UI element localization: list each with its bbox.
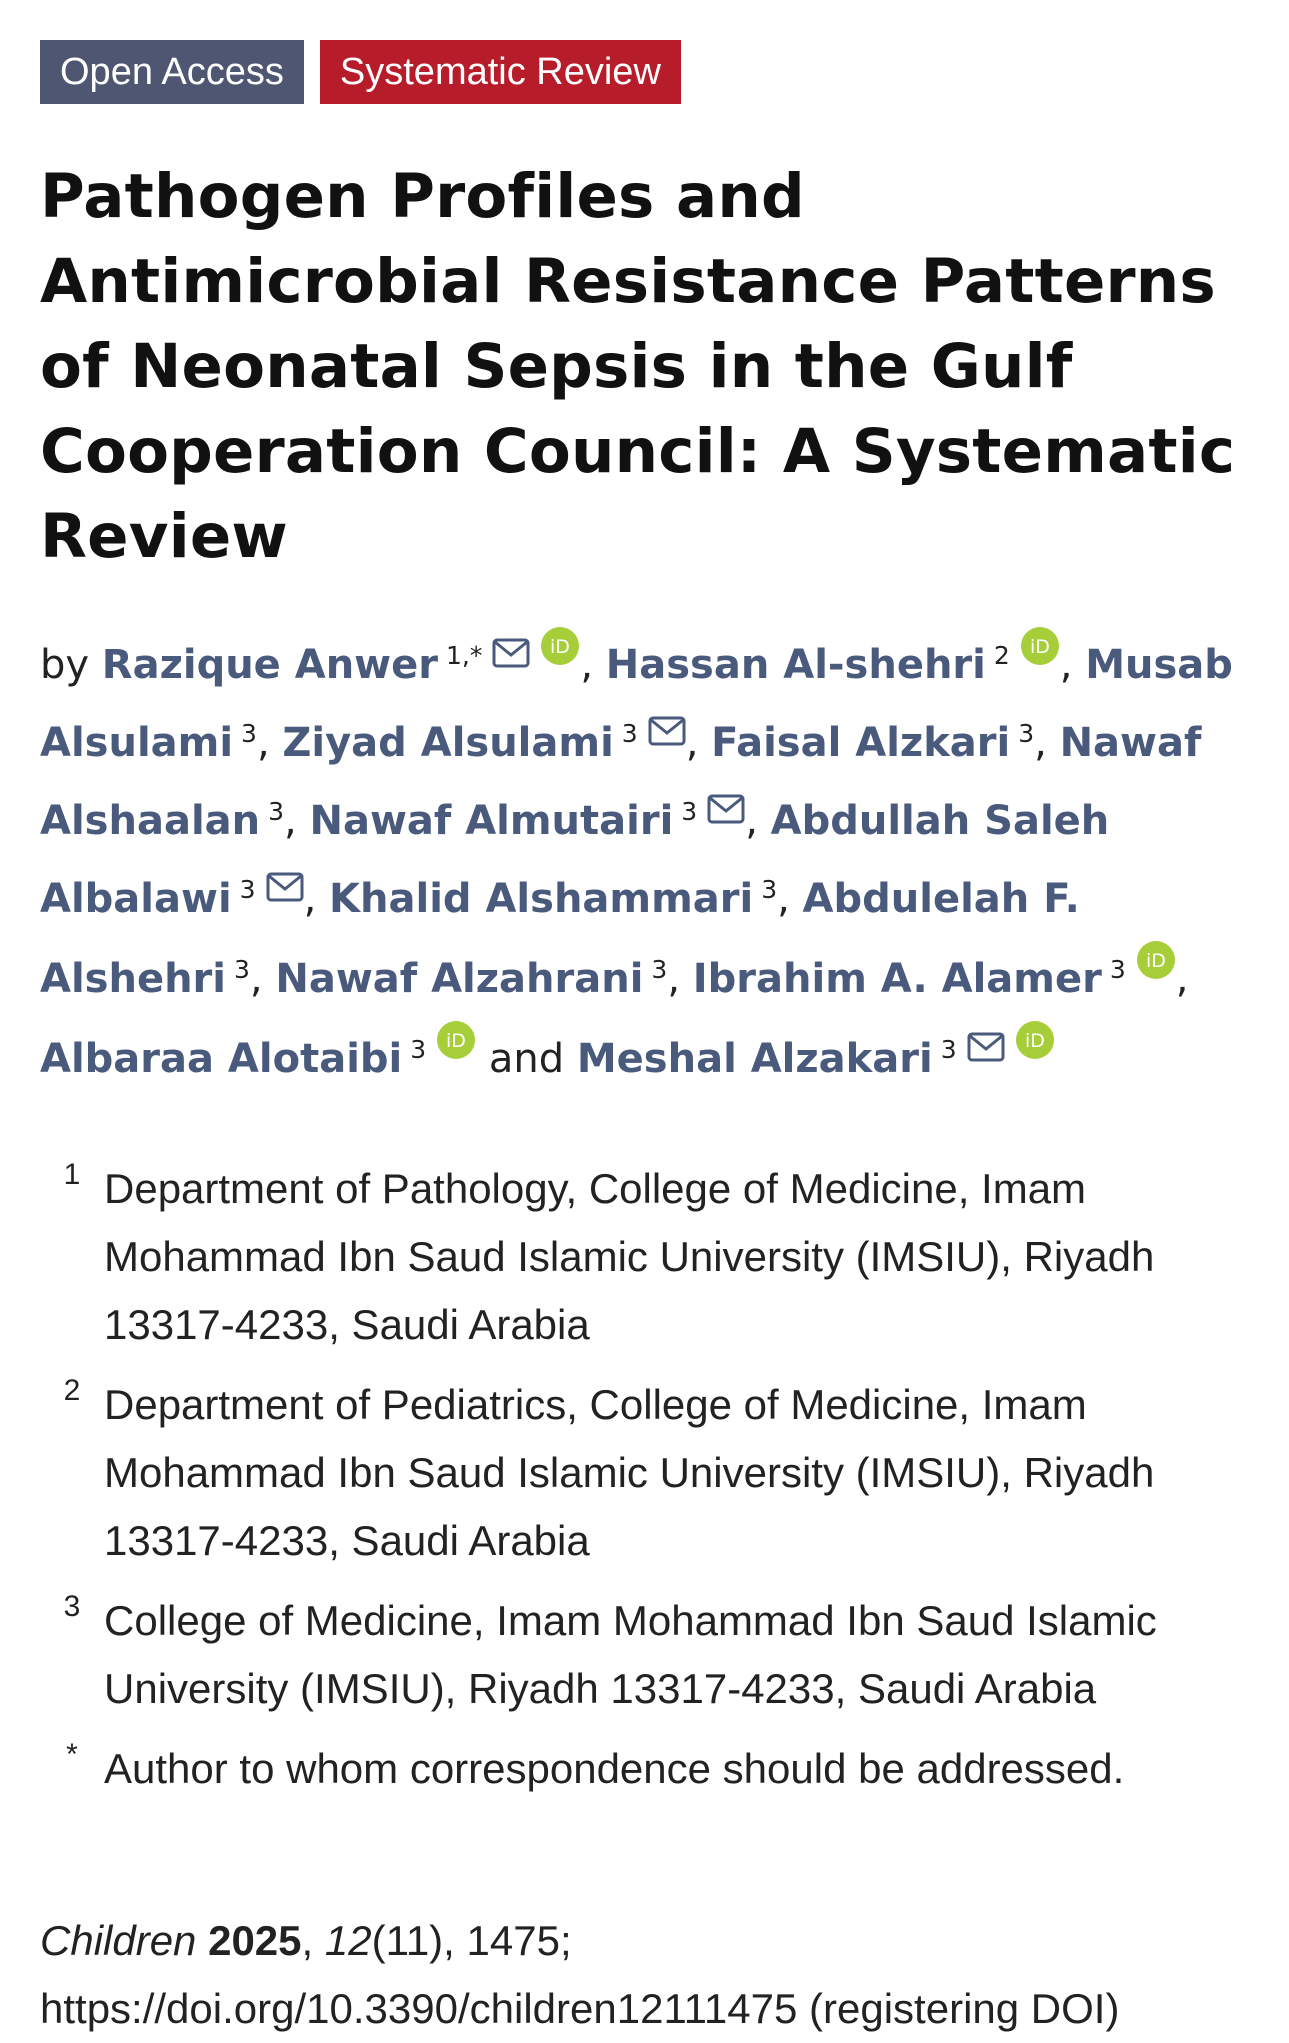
- orcid-icon[interactable]: [540, 619, 580, 659]
- author-name[interactable]: Khalid Alshammari: [329, 876, 754, 922]
- affiliation-number: 1: [63, 1158, 81, 1191]
- author-separator: ,: [1059, 642, 1073, 688]
- open-access-badge[interactable]: Open Access: [40, 40, 304, 104]
- author-separator: ,: [256, 720, 270, 766]
- author-name[interactable]: Abdulelah F. Alshehri: [40, 876, 1080, 1002]
- citation-issue: (11): [371, 1917, 444, 1964]
- author-affiliation-ref: 3: [761, 875, 778, 904]
- affiliation-item: [40, 1587, 1260, 1723]
- affiliation-list: [40, 1155, 1260, 1803]
- author-affiliation-ref: 3: [241, 719, 257, 748]
- author-affiliation-ref: 2: [993, 641, 1010, 670]
- by-label: by: [40, 642, 90, 688]
- affiliation-number: *: [66, 1738, 78, 1771]
- citation-year: 2025: [208, 1917, 302, 1964]
- author-separator: ,: [745, 798, 758, 844]
- affiliation-item: [40, 1155, 1260, 1359]
- author-affiliation-ref: 3: [234, 955, 250, 984]
- author-separator: ,: [667, 956, 681, 1002]
- affiliation-text: Author to whom correspondence should be addressed.: [104, 1745, 1125, 1792]
- email-icon[interactable]: [707, 777, 745, 807]
- article-title: Pathogen Profiles and Antimicrobial Resistance Patterns of Neonatal Sepsis in the Gulf Cooperation Council: A Systematic Review: [40, 161, 1236, 572]
- author-separator: ,: [303, 876, 317, 922]
- doi-link[interactable]: https://doi.org/10.3390/children12111475: [40, 1985, 798, 2032]
- author-affiliation-ref: 3: [651, 955, 668, 984]
- orcid-icon[interactable]: [1020, 619, 1060, 659]
- author-list: [40, 619, 1260, 1093]
- author-name[interactable]: Musab Alsulami: [40, 642, 1233, 766]
- email-icon[interactable]: [967, 1015, 1005, 1045]
- email-icon[interactable]: [648, 699, 686, 729]
- author-separator: ,: [685, 720, 699, 766]
- author-name[interactable]: Nawaf Almutairi: [309, 798, 674, 844]
- affiliation-number: 3: [63, 1590, 81, 1623]
- author-affiliation-ref: 3: [268, 797, 285, 826]
- svg-text:iD: iD: [1024, 1030, 1045, 1052]
- article-type-badge[interactable]: Systematic Review: [320, 40, 681, 104]
- author-affiliation-ref: 3: [410, 1035, 427, 1064]
- author-name[interactable]: Razique Anwer: [101, 642, 438, 688]
- affiliation-text: Department of Pediatrics, College of Medicine, Imam Mohammad Ibn Saud Islamic University (IMSIU), Riyadh 13317-4233, Saudi Arabia: [104, 1381, 1155, 1564]
- author-name[interactable]: Ziyad Alsulami: [282, 720, 614, 766]
- author-separator: ,: [777, 876, 790, 922]
- author-separator: ,: [1175, 956, 1189, 1002]
- affiliation-text: College of Medicine, Imam Mohammad Ibn Saud Islamic University (IMSIU), Riyadh 13317-4233, Saudi Arabia: [104, 1597, 1157, 1712]
- svg-text:iD: iD: [446, 1030, 467, 1052]
- article-header: [40, 40, 1260, 2043]
- author-name[interactable]: Meshal Alzakari: [576, 1036, 933, 1082]
- author-affiliation-ref: 3: [940, 1035, 957, 1064]
- author-separator: ,: [249, 956, 263, 1002]
- author-separator: ,: [284, 798, 297, 844]
- svg-text:iD: iD: [550, 636, 571, 658]
- email-icon[interactable]: [266, 855, 304, 885]
- author-separator: ,: [580, 642, 594, 688]
- author-affiliation-ref: 3: [1018, 719, 1035, 748]
- author-affiliation-ref: 3: [1109, 955, 1126, 984]
- citation-comma: ,: [301, 1917, 314, 1964]
- article-badges: [40, 40, 1260, 104]
- author-name[interactable]: Hassan Al-shehri: [605, 642, 986, 688]
- author-separator: ,: [1034, 720, 1047, 766]
- author-name[interactable]: Ibrahim A. Alamer: [692, 956, 1102, 1002]
- orcid-icon[interactable]: [436, 1013, 476, 1053]
- citation-pages: , 1475;: [443, 1917, 572, 1964]
- author-name[interactable]: Albaraa Alotaibi: [40, 1036, 403, 1082]
- affiliation-text: Department of Pathology, College of Medicine, Imam Mohammad Ibn Saud Islamic University (IMSIU), Riyadh 13317-4233, Saudi Arabia: [104, 1165, 1155, 1348]
- affiliation-item: [40, 1371, 1260, 1575]
- svg-text:iD: iD: [1029, 636, 1050, 658]
- orcid-icon[interactable]: [1136, 933, 1176, 973]
- affiliation-number: 2: [63, 1374, 81, 1407]
- affiliation-item: [40, 1735, 1260, 1803]
- author-name[interactable]: Faisal Alzkari: [711, 720, 1011, 766]
- author-name[interactable]: Nawaf Alshaalan: [40, 720, 1202, 844]
- author-name[interactable]: Abdullah Saleh Albalawi: [40, 798, 1110, 922]
- journal-name[interactable]: Children: [40, 1917, 197, 1964]
- author-affiliation-ref: 3: [681, 797, 698, 826]
- author-affiliation-ref: 1,*: [445, 641, 483, 670]
- email-icon[interactable]: [492, 621, 530, 651]
- author-affiliation-ref: 3: [239, 875, 256, 904]
- and-label: and: [488, 1036, 565, 1082]
- orcid-icon[interactable]: [1015, 1013, 1055, 1053]
- svg-text:iD: iD: [1145, 950, 1166, 972]
- author-name[interactable]: Nawaf Alzahrani: [275, 956, 644, 1002]
- citation-volume: 12: [324, 1917, 372, 1964]
- author-affiliation-ref: 3: [621, 719, 638, 748]
- doi-note: (registering DOI): [809, 1985, 1120, 2032]
- citation: [40, 1907, 1260, 2043]
